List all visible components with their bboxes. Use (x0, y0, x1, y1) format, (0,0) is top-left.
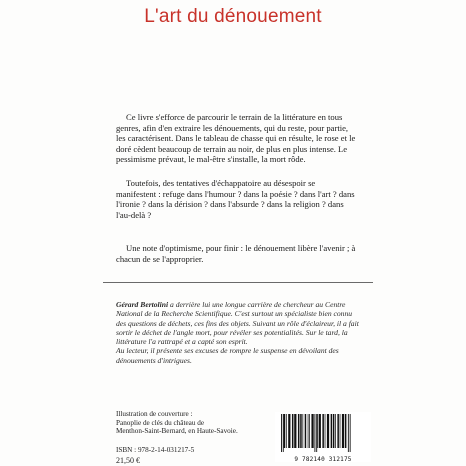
cover-credits (116, 410, 276, 436)
bio-paragraph-2: Au lecteur, il présente ses excuses de rompre le suspense en dévoilant des dénouements d'intrigues. (116, 346, 339, 365)
credits-line-2: Panoplie de clés du château de (116, 418, 205, 427)
section-divider (103, 282, 373, 283)
summary-text-2: Toutefois, des tentatives d'échappatoire au désespoir se manifestent : refuge dans l'humour ? dans la poésie ? dans l'art ? dans l'ironie ? dans la dérision ? dans l'absurde ? dans la religion ? dans l'au-delà ? (116, 178, 355, 220)
price-text: 21,50 € (116, 456, 140, 465)
author-bio (116, 300, 364, 365)
summary-text-3: Une note d'optimisme, pour finir : le dénouement libère l'avenir ; à chacun de se l'approprier. (116, 243, 356, 264)
summary-paragraph-1 (116, 112, 356, 165)
credits-line-1: Illustration de couverture : (116, 410, 193, 418)
summary-paragraph-3 (116, 243, 356, 264)
author-name: Gérard Bertolini (116, 300, 169, 309)
isbn-text: ISBN : 978-2-14-031217-5 (116, 446, 195, 454)
book-title: L'art du dénouement (144, 6, 322, 27)
barcode (275, 412, 371, 462)
barcode-number: 9 782140 312175 (294, 456, 352, 463)
bio-text-1: a derrière lui une longue carrière de chercheur au Centre National de la Recherche Scientifique. C'est surtout un spécialiste bien connu des questions de déchets, ces fins des objets. Suivant un rôle d'éclaireur, il a fait sortir le déchet de l'angle mort, pour révéler ses potentialités. Sur le tard, la littérature l'a rattrapé et a capté son esprit. (116, 300, 359, 347)
summary-text-1: Ce livre s'efforce de parcourir le terrain de la littérature en tous genres, afin d'en extraire les dénouements, qui du reste, pour partie, les caractérisent. Dans le tableau de chasse qui en résulte, le rose et le doré cèdent beaucoup de terrain au noir, de plus en plus intense. Le pessimisme prévaut, le mal-être s'installe, la mort rôde. (116, 112, 356, 165)
barcode-bars (275, 412, 371, 454)
summary-paragraph-2 (116, 178, 356, 220)
credits-line-3: Menthon-Saint-Bernard, en Haute-Savoie. (116, 427, 238, 436)
bio-paragraph-1 (116, 300, 364, 346)
